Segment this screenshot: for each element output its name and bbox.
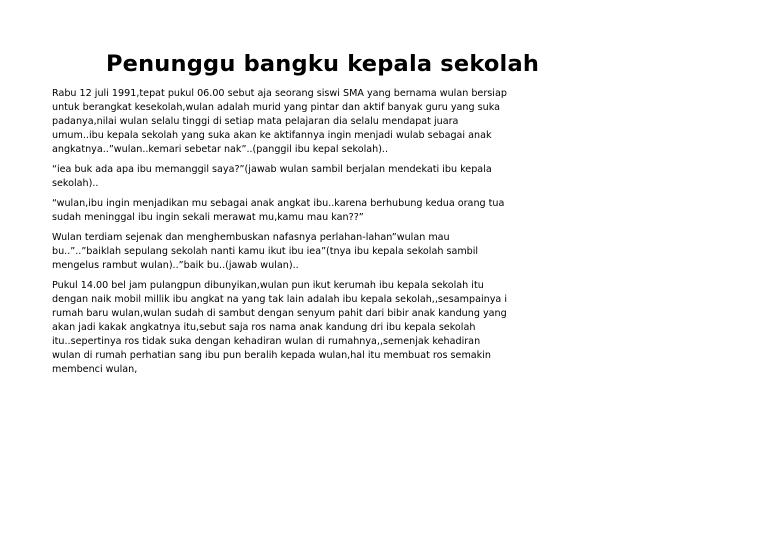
- text-line: akan jadi kakak angkatnya itu,sebut saja ros nama anak kandung dri ibu kepala sekolah: [52, 322, 476, 333]
- text-line: untuk berangkat kesekolah,wulan adalah murid yang pintar dan aktif banyak guru yang suka: [52, 102, 500, 113]
- text-line: angkatnya..”wulan..kemari sebetar nak”..(panggil ibu kepal sekolah)..: [52, 144, 389, 155]
- text-line: wulan di rumah perhatian sang ibu pun beralih kepada wulan,hal itu membuat ros semakin: [52, 350, 491, 361]
- text-line: Pukul 14.00 bel jam pulangpun dibunyikan,wulan pun ikut kerumah ibu kepala sekolah itu: [52, 280, 484, 291]
- paragraph: [52, 279, 597, 377]
- text-line: membenci wulan,: [52, 364, 138, 375]
- text-line: “iea buk ada apa ibu memanggil saya?”(jawab wulan sambil berjalan mendekati ibu kepala: [52, 164, 492, 175]
- paragraph: [52, 231, 597, 273]
- text-line: sudah meninggal ibu ingin sekali merawat mu,kamu mau kan??”: [52, 212, 364, 223]
- paragraph: [52, 163, 597, 191]
- paragraph: [52, 87, 597, 157]
- text-line: umum..ibu kepala sekolah yang suka akan ke aktifannya ingin menjadi wulab sebagai anak: [52, 130, 492, 141]
- text-line: dengan naik mobil millik ibu angkat na yang tak lain adalah ibu kepala sekolah,,sesampainya i: [52, 294, 507, 305]
- text-line: sekolah)..: [52, 178, 99, 189]
- paragraph: [52, 197, 597, 225]
- text-line: mengelus rambut wulan)..”baik bu..(jawab wulan)..: [52, 260, 299, 271]
- document-title: Penunggu bangku kepala sekolah: [105, 51, 540, 77]
- text-line: Rabu 12 juli 1991,tepat pukul 06.00 sebut aja seorang siswi SMA yang bernama wulan bersiap: [52, 88, 507, 99]
- text-line: Wulan terdiam sejenak dan menghembuskan nafasnya perlahan-lahan”wulan mau: [52, 232, 450, 243]
- text-line: padanya,nilai wulan selalu tinggi di setiap mata pelajaran dia selalu mendapat juara: [52, 116, 459, 127]
- document-body: [52, 87, 597, 383]
- text-line: rumah baru wulan,wulan sudah di sambut dengan senyum pahit dari bibir anak kandung yang: [52, 308, 507, 319]
- text-line: itu..sepertinya ros tidak suka dengan kehadiran wulan di rumahnya,,semenjak kehadiran: [52, 336, 481, 347]
- text-line: bu..”..”baiklah sepulang sekolah nanti kamu ikut ibu iea”(tnya ibu kepala sekolah sambil: [52, 246, 479, 257]
- text-line: “wulan,ibu ingin menjadikan mu sebagai anak angkat ibu..karena berhubung kedua orang tua: [52, 198, 505, 209]
